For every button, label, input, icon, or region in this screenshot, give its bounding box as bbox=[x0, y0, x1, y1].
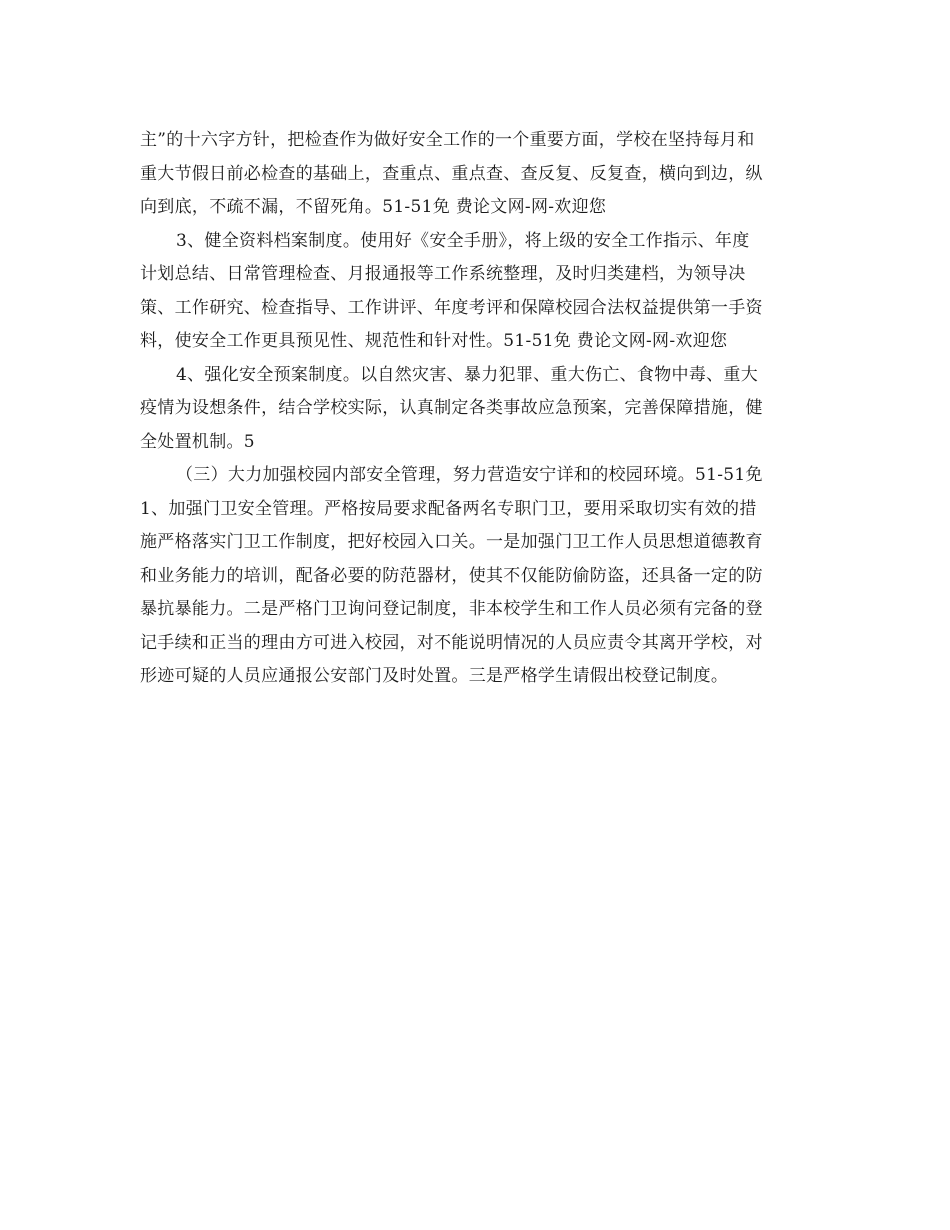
text-line: 策、工作研究、检查指导、工作讲评、年度考评和保障校园合法权益提供第一手资 bbox=[140, 297, 763, 318]
text-line: 施严格落实门卫工作制度，把好校园入口关。一是加强门卫工作人员思想道德教育 bbox=[140, 532, 763, 552]
text-line: 4、强化安全预案制度。以自然灾害、暴力犯罪、重大伤亡、食物中毒、重大 bbox=[176, 364, 759, 385]
text-line: 疫情为设想条件，结合学校实际，认真制定各类事故应急预案，完善保障措施，健 bbox=[140, 398, 763, 418]
text-line: 3、健全资料档案制度。使用好《安全手册》，将上级的安全工作指示、年度 bbox=[176, 230, 750, 251]
text-line: （三）大力加强校园内部安全管理，努力营造安宁详和的校园环境。51-51免 bbox=[176, 465, 763, 485]
text-line: 计划总结、日常管理检查、月报通报等工作系统整理，及时归类建档，为领导决 bbox=[140, 264, 746, 284]
text-line: 1、加强门卫安全管理。严格按局要求配备两名专职门卫，要用采取切实有效的措 bbox=[140, 498, 757, 519]
text-line: 记手续和正当的理由方可进入校园，对不能说明情况的人员应责令其离开学校，对 bbox=[140, 632, 763, 653]
text-line: 料，使安全工作更具预见性、规范性和针对性。51-51免 费论文网-网-欢迎您 bbox=[140, 331, 728, 351]
text-line: 主”的十六字方针，把检查作为做好安全工作的一个重要方面，学校在坚持每月和 bbox=[140, 130, 755, 150]
text-line: 向到底，不疏不漏，不留死角。51-51免 费论文网-网-欢迎您 bbox=[140, 197, 607, 217]
text-line: 形迹可疑的人员应通报公安部门及时处置。三是严格学生请假出校登记制度。 bbox=[140, 666, 729, 686]
text-line: 暴抗暴能力。二是严格门卫询问登记制度，非本校学生和工作人员必须有完备的登 bbox=[140, 599, 763, 619]
text-line: 重大节假日前必检查的基础上，查重点、重点查、查反复、反复查，横向到边，纵 bbox=[140, 163, 763, 184]
text-line: 全处置机制。5 bbox=[140, 431, 255, 452]
document-body bbox=[140, 124, 820, 694]
text-line: 和业务能力的培训，配备必要的防范器材，使其不仅能防偷防盗，还具备一定的防 bbox=[140, 565, 763, 586]
